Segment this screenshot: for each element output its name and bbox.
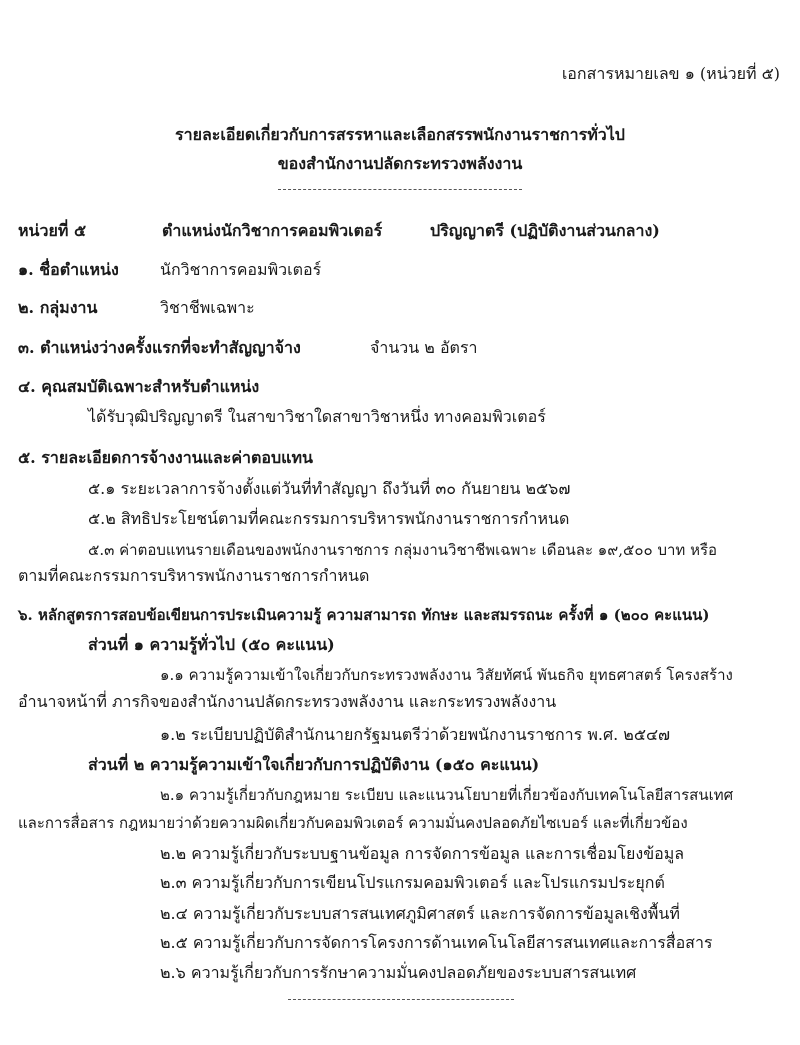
unit-position: ตำแหน่งนักวิชาการคอมพิวเตอร์ <box>162 221 383 240</box>
section-1-label: ๑. ชื่อตำแหน่ง <box>18 260 119 279</box>
title-divider <box>278 189 522 190</box>
part-2-item-5: ๒.๕ ความรู้เกี่ยวกับการจัดการโครงการด้านเทคโนโลยีสารสนเทศและการสื่อสาร <box>160 933 713 952</box>
section-2-value: วิชาชีพเฉพาะ <box>160 298 255 317</box>
part-2-item-4: ๒.๔ ความรู้เกี่ยวกับระบบสารสนเทศภูมิศาสตร์ และการจัดการข้อมูลเชิงพื้นที่ <box>160 904 680 923</box>
section-6-label: ๖. หลักสูตรการสอบข้อเขียนการประเมินความรู้ ความสามารถ ทักษะ และสมรรถนะ ครั้งที่ ๑ (๒๐๐ คะแนน) <box>18 606 710 624</box>
section-5-label: ๕. รายละเอียดการจ้างงานและค่าตอบแทน <box>18 448 313 467</box>
section-2-label: ๒. กลุ่มงาน <box>18 298 98 317</box>
part-2-item-1-line-2: และการสื่อสาร กฎหมายว่าด้วยความผิดเกี่ยวกับคอมพิวเตอร์ ความมั่นคงปลอดภัยไซเบอร์ และที่เกี่ยวข้อง <box>18 814 688 832</box>
title-line-2: ของสำนักงานปลัดกระทรวงพลังงาน <box>277 154 523 173</box>
section-5-item-3-line-2: ตามที่คณะกรรมการบริหารพนักงานราชการกำหนด <box>18 566 370 585</box>
part-2-label: ส่วนที่ ๒ ความรู้ความเข้าใจเกี่ยวกับการปฏิบัติงาน (๑๕๐ คะแนน) <box>88 755 540 774</box>
section-1-value: นักวิชาการคอมพิวเตอร์ <box>160 260 322 279</box>
document-reference: เอกสารหมายเลข ๑ (หน่วยที่ ๕) <box>561 64 780 83</box>
part-1-item-1-line-2: อำนาจหน้าที่ ภารกิจของสำนักงานปลัดกระทรวงพลังงาน และกระทรวงพลังงาน <box>18 692 557 711</box>
section-5-item-1: ๕.๑ ระยะเวลาการจ้างตั้งแต่วันที่ทำสัญญา ถึงวันที่ ๓๐ กันยายน ๒๕๖๗ <box>88 479 571 498</box>
section-4-label: ๔. คุณสมบัติเฉพาะสำหรับตำแหน่ง <box>18 377 260 396</box>
section-5-item-2: ๕.๒ สิทธิประโยชน์ตามที่คณะกรรมการบริหารพนักงานราชการกำหนด <box>88 509 570 528</box>
part-2-item-2: ๒.๒ ความรู้เกี่ยวกับระบบฐานข้อมูล การจัดการข้อมูล และการเชื่อมโยงข้อมูล <box>160 844 685 863</box>
part-2-item-1-line-1: ๒.๑ ความรู้เกี่ยวกับกฎหมาย ระเบียบ และแนวนโยบายที่เกี่ยวข้องกับเทคโนโลยีสารสนเทศ <box>160 786 734 804</box>
part-2-item-3: ๒.๓ ความรู้เกี่ยวกับการเขียนโปรแกรมคอมพิวเตอร์ และโปรแกรมประยุกต์ <box>160 873 665 892</box>
section-3-label: ๓. ตำแหน่งว่างครั้งแรกที่จะทำสัญญาจ้าง <box>18 338 301 357</box>
title-line-1: รายละเอียดเกี่ยวกับการสรรหาและเลือกสรรพนักงานราชการทั่วไป <box>175 125 625 144</box>
unit-degree: ปริญญาตรี (ปฏิบัติงานส่วนกลาง) <box>430 221 660 240</box>
unit-label: หน่วยที่ ๕ <box>18 221 87 240</box>
part-2-item-6: ๒.๖ ความรู้เกี่ยวกับการรักษาความมั่นคงปลอดภัยของระบบสารสนเทศ <box>160 963 637 982</box>
part-1-label: ส่วนที่ ๑ ความรู้ทั่วไป (๕๐ คะแนน) <box>88 635 335 654</box>
part-1-item-1-line-1: ๑.๑ ความรู้ความเข้าใจเกี่ยวกับกระทรวงพลังงาน วิสัยทัศน์ พันธกิจ ยุทธศาสตร์ โครงสร้าง <box>160 666 733 684</box>
section-5-item-3-line-1: ๕.๓ ค่าตอบแทนรายเดือนของพนักงานราชการ กลุ่มงานวิชาชีพเฉพาะ เดือนละ ๑๙,๕๐๐ บาท หรือ <box>88 541 718 559</box>
part-1-item-2: ๑.๒ ระเบียบปฏิบัติสำนักนายกรัฐมนตรีว่าด้วยพนักงานราชการ พ.ศ. ๒๕๔๗ <box>160 725 671 744</box>
section-3-value: จำนวน ๒ อัตรา <box>370 338 478 357</box>
section-4-text: ได้รับวุฒิปริญญาตรี ในสาขาวิชาใดสาขาวิชาหนึ่ง ทางคอมพิวเตอร์ <box>88 407 546 426</box>
end-divider <box>288 999 514 1000</box>
